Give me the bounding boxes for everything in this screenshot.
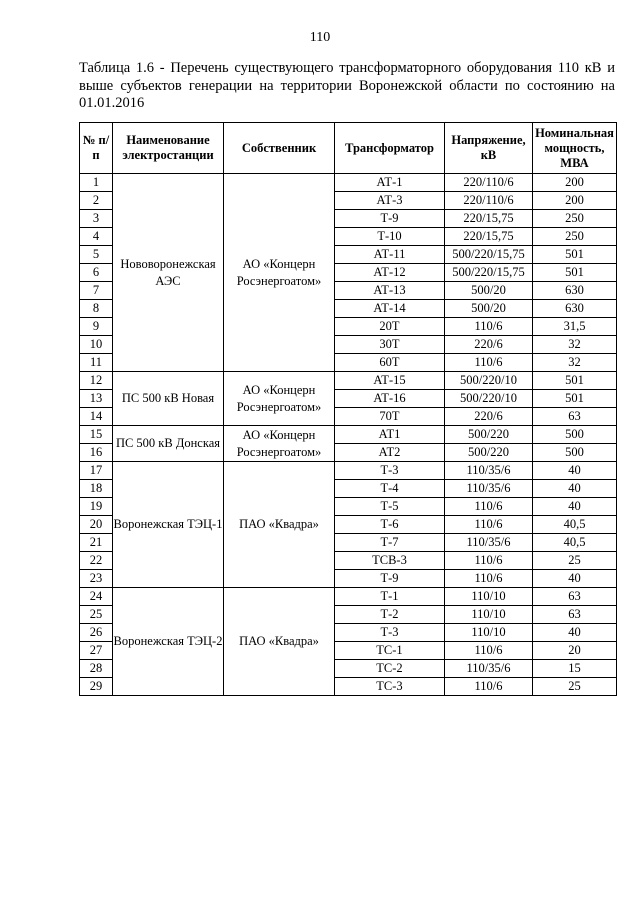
cell-power: 501 (533, 246, 617, 264)
equipment-table (79, 122, 617, 696)
cell-transformer: 60Т (335, 354, 445, 372)
cell-transformer: АТ2 (335, 444, 445, 462)
cell-transformer: АТ-11 (335, 246, 445, 264)
cell-num: 2 (80, 192, 113, 210)
cell-voltage: 220/15,75 (445, 228, 533, 246)
cell-voltage: 500/220 (445, 444, 533, 462)
cell-power: 40,5 (533, 534, 617, 552)
cell-power: 32 (533, 336, 617, 354)
cell-power: 250 (533, 228, 617, 246)
cell-voltage: 110/6 (445, 498, 533, 516)
cell-power: 40 (533, 570, 617, 588)
cell-num: 26 (80, 624, 113, 642)
cell-owner: ПАО «Квадра» (224, 588, 335, 696)
cell-transformer: ТС-1 (335, 642, 445, 660)
cell-num: 9 (80, 318, 113, 336)
cell-transformer: Т-3 (335, 462, 445, 480)
cell-power: 630 (533, 300, 617, 318)
cell-voltage: 500/220/10 (445, 390, 533, 408)
cell-transformer: АТ-14 (335, 300, 445, 318)
cell-power: 25 (533, 678, 617, 696)
cell-num: 17 (80, 462, 113, 480)
cell-transformer: Т-3 (335, 624, 445, 642)
cell-num: 28 (80, 660, 113, 678)
cell-num: 11 (80, 354, 113, 372)
cell-num: 10 (80, 336, 113, 354)
cell-voltage: 220/6 (445, 336, 533, 354)
cell-voltage: 110/35/6 (445, 660, 533, 678)
cell-power: 63 (533, 588, 617, 606)
table-caption: Таблица 1.6 - Перечень существующего трансформаторного оборудования 110 кВ и выше субъектов генерации на территории Воронежской области по состоянию на 01.01.2016 (79, 60, 615, 111)
cell-transformer: 70Т (335, 408, 445, 426)
cell-num: 16 (80, 444, 113, 462)
header-num: № п/п (80, 123, 113, 174)
cell-transformer: АТ-3 (335, 192, 445, 210)
cell-power: 250 (533, 210, 617, 228)
cell-transformer: АТ-1 (335, 174, 445, 192)
table-row (80, 372, 617, 390)
cell-power: 40 (533, 498, 617, 516)
cell-num: 6 (80, 264, 113, 282)
cell-power: 500 (533, 444, 617, 462)
cell-voltage: 110/6 (445, 642, 533, 660)
cell-power: 40 (533, 462, 617, 480)
cell-num: 15 (80, 426, 113, 444)
cell-transformer: 30Т (335, 336, 445, 354)
cell-transformer: АТ-13 (335, 282, 445, 300)
cell-voltage: 500/220/10 (445, 372, 533, 390)
cell-voltage: 110/6 (445, 570, 533, 588)
cell-power: 501 (533, 264, 617, 282)
cell-station: Нововоронежская АЭС (113, 174, 224, 372)
cell-transformer: АТ-16 (335, 390, 445, 408)
cell-num: 5 (80, 246, 113, 264)
cell-voltage: 110/6 (445, 678, 533, 696)
cell-power: 630 (533, 282, 617, 300)
table-row (80, 588, 617, 606)
cell-station: Воронежская ТЭЦ-2 (113, 588, 224, 696)
cell-transformer: Т-4 (335, 480, 445, 498)
cell-power: 40 (533, 480, 617, 498)
cell-voltage: 220/15,75 (445, 210, 533, 228)
cell-voltage: 110/6 (445, 516, 533, 534)
cell-num: 14 (80, 408, 113, 426)
cell-power: 501 (533, 372, 617, 390)
cell-voltage: 220/110/6 (445, 174, 533, 192)
cell-voltage: 110/6 (445, 354, 533, 372)
cell-power: 40 (533, 624, 617, 642)
cell-num: 29 (80, 678, 113, 696)
header-owner: Собственник (224, 123, 335, 174)
cell-num: 7 (80, 282, 113, 300)
cell-num: 27 (80, 642, 113, 660)
header-power: Номинальная мощность, МВА (533, 123, 617, 174)
cell-voltage: 110/35/6 (445, 534, 533, 552)
cell-owner: АО «Концерн Росэнергоатом» (224, 174, 335, 372)
cell-num: 3 (80, 210, 113, 228)
cell-num: 8 (80, 300, 113, 318)
cell-station: ПС 500 кВ Донская (113, 426, 224, 462)
cell-power: 40,5 (533, 516, 617, 534)
cell-voltage: 500/20 (445, 300, 533, 318)
header-transformer: Трансформатор (335, 123, 445, 174)
page-number: 110 (309, 30, 331, 45)
cell-transformer: ТСВ-3 (335, 552, 445, 570)
cell-num: 25 (80, 606, 113, 624)
cell-num: 24 (80, 588, 113, 606)
cell-transformer: ТС-3 (335, 678, 445, 696)
cell-num: 12 (80, 372, 113, 390)
table-row (80, 174, 617, 192)
cell-transformer: Т-7 (335, 534, 445, 552)
cell-transformer: Т-1 (335, 588, 445, 606)
cell-num: 19 (80, 498, 113, 516)
cell-transformer: Т-6 (335, 516, 445, 534)
cell-voltage: 220/110/6 (445, 192, 533, 210)
cell-num: 20 (80, 516, 113, 534)
cell-voltage: 500/220 (445, 426, 533, 444)
cell-owner: АО «Концерн Росэнергоатом» (224, 372, 335, 426)
cell-num: 23 (80, 570, 113, 588)
cell-transformer: Т-5 (335, 498, 445, 516)
cell-transformer: АТ-15 (335, 372, 445, 390)
cell-power: 15 (533, 660, 617, 678)
cell-power: 63 (533, 606, 617, 624)
cell-voltage: 110/6 (445, 318, 533, 336)
cell-power: 31,5 (533, 318, 617, 336)
cell-owner: ПАО «Квадра» (224, 462, 335, 588)
cell-num: 13 (80, 390, 113, 408)
cell-voltage: 500/220/15,75 (445, 264, 533, 282)
cell-power: 500 (533, 426, 617, 444)
cell-num: 22 (80, 552, 113, 570)
cell-station: Воронежская ТЭЦ-1 (113, 462, 224, 588)
cell-transformer: Т-9 (335, 210, 445, 228)
cell-voltage: 500/220/15,75 (445, 246, 533, 264)
cell-num: 21 (80, 534, 113, 552)
cell-station: ПС 500 кВ Новая (113, 372, 224, 426)
cell-power: 32 (533, 354, 617, 372)
cell-transformer: АТ-12 (335, 264, 445, 282)
cell-power: 501 (533, 390, 617, 408)
cell-voltage: 110/10 (445, 606, 533, 624)
table-row (80, 426, 617, 444)
cell-voltage: 500/20 (445, 282, 533, 300)
cell-power: 200 (533, 174, 617, 192)
cell-transformer: Т-9 (335, 570, 445, 588)
cell-num: 4 (80, 228, 113, 246)
cell-power: 20 (533, 642, 617, 660)
cell-voltage: 110/6 (445, 552, 533, 570)
header-station: Наименование электростанции (113, 123, 224, 174)
table-body (80, 174, 617, 696)
cell-power: 63 (533, 408, 617, 426)
cell-voltage: 220/6 (445, 408, 533, 426)
cell-transformer: АТ1 (335, 426, 445, 444)
cell-voltage: 110/10 (445, 588, 533, 606)
cell-num: 18 (80, 480, 113, 498)
cell-transformer: 20Т (335, 318, 445, 336)
header-voltage: Напряжение, кВ (445, 123, 533, 174)
cell-voltage: 110/10 (445, 624, 533, 642)
cell-power: 200 (533, 192, 617, 210)
cell-owner: АО «Концерн Росэнергоатом» (224, 426, 335, 462)
cell-transformer: Т-2 (335, 606, 445, 624)
cell-num: 1 (80, 174, 113, 192)
cell-transformer: Т-10 (335, 228, 445, 246)
table-row (80, 462, 617, 480)
cell-transformer: ТС-2 (335, 660, 445, 678)
cell-power: 25 (533, 552, 617, 570)
cell-voltage: 110/35/6 (445, 480, 533, 498)
cell-voltage: 110/35/6 (445, 462, 533, 480)
